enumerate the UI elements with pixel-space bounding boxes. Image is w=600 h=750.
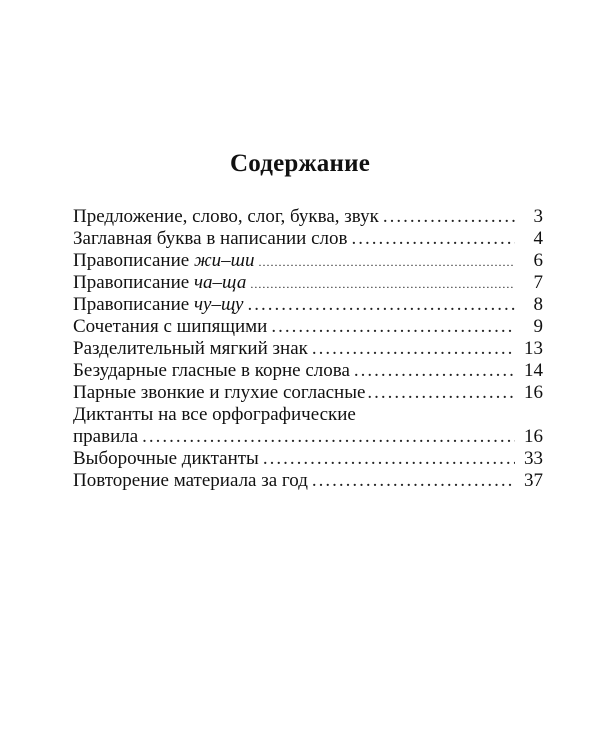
toc-entry bbox=[73, 250, 543, 272]
toc-entry-prefix: Правописание bbox=[73, 294, 194, 315]
toc-entry bbox=[73, 206, 543, 228]
toc-entry bbox=[73, 360, 543, 382]
toc-entry-title: Разделительный мягкий знак bbox=[73, 338, 308, 359]
toc-page-number: 3 bbox=[533, 206, 543, 227]
toc-entry bbox=[73, 382, 543, 404]
toc-page-number: 33 bbox=[524, 448, 543, 469]
toc-page-number: 7 bbox=[533, 272, 543, 293]
leader-dots bbox=[354, 360, 515, 382]
toc-entry bbox=[73, 338, 543, 360]
toc-page-number: 13 bbox=[524, 338, 543, 359]
toc-entry-title bbox=[73, 272, 246, 294]
toc-entry-title: Заглавная буква в написании слов bbox=[73, 228, 348, 249]
toc-entry bbox=[73, 404, 543, 448]
page-title: Содержание bbox=[229, 150, 370, 177]
leader-dots bbox=[367, 382, 517, 404]
toc-page-number: 6 bbox=[533, 250, 543, 271]
toc-entry bbox=[73, 470, 543, 492]
toc-entry-title: Повторение материала за год bbox=[73, 470, 308, 491]
toc-page-number: 9 bbox=[533, 316, 543, 337]
toc-entry-title: Парные звонкие и глухие согласные bbox=[73, 382, 366, 403]
toc-page-number: 16 bbox=[524, 426, 543, 447]
leader-dots bbox=[312, 470, 515, 492]
toc-entry-title: Диктанты на все орфографические bbox=[73, 404, 356, 425]
toc-entry-italic: ча–ща bbox=[193, 272, 247, 293]
toc-entry bbox=[73, 316, 543, 338]
leader-dots bbox=[271, 316, 515, 338]
toc-entry-title: Выборочные диктанты bbox=[73, 448, 259, 469]
toc-entry bbox=[73, 228, 543, 250]
toc-entry bbox=[73, 294, 543, 316]
toc-page-number: 4 bbox=[533, 228, 543, 249]
toc-page-number: 16 bbox=[524, 382, 543, 403]
leader-dots bbox=[312, 338, 515, 360]
leader-dots bbox=[263, 448, 515, 470]
toc-entry-italic: жи–ши bbox=[193, 250, 255, 271]
leader-dots bbox=[351, 228, 515, 250]
toc-entry-title: Сочетания с шипящими bbox=[73, 316, 268, 337]
toc-page-number: 37 bbox=[524, 470, 543, 491]
toc-entry-prefix: Правописание bbox=[73, 250, 194, 271]
toc-entry-title: Безударные гласные в корне слова bbox=[73, 360, 350, 381]
leader-dots bbox=[383, 206, 515, 228]
leader-dots bbox=[142, 426, 515, 448]
toc-entry-title bbox=[73, 294, 243, 316]
toc-entry-prefix: Правописание bbox=[73, 272, 194, 293]
toc-page-number: 8 bbox=[533, 294, 543, 315]
toc-entry-title: Предложение, слово, слог, буква, звук bbox=[73, 206, 379, 227]
toc-page-number: 14 bbox=[524, 360, 543, 381]
leader-dots bbox=[247, 294, 515, 316]
toc-entry bbox=[73, 272, 543, 294]
leader-dots bbox=[258, 251, 515, 273]
toc-entry-title bbox=[73, 250, 254, 272]
toc-entry-italic: чу–щу bbox=[193, 294, 244, 315]
table-of-contents bbox=[73, 206, 543, 492]
toc-entry-title-continued: правила bbox=[73, 426, 139, 447]
leader-dots bbox=[250, 273, 515, 295]
toc-entry bbox=[73, 448, 543, 470]
